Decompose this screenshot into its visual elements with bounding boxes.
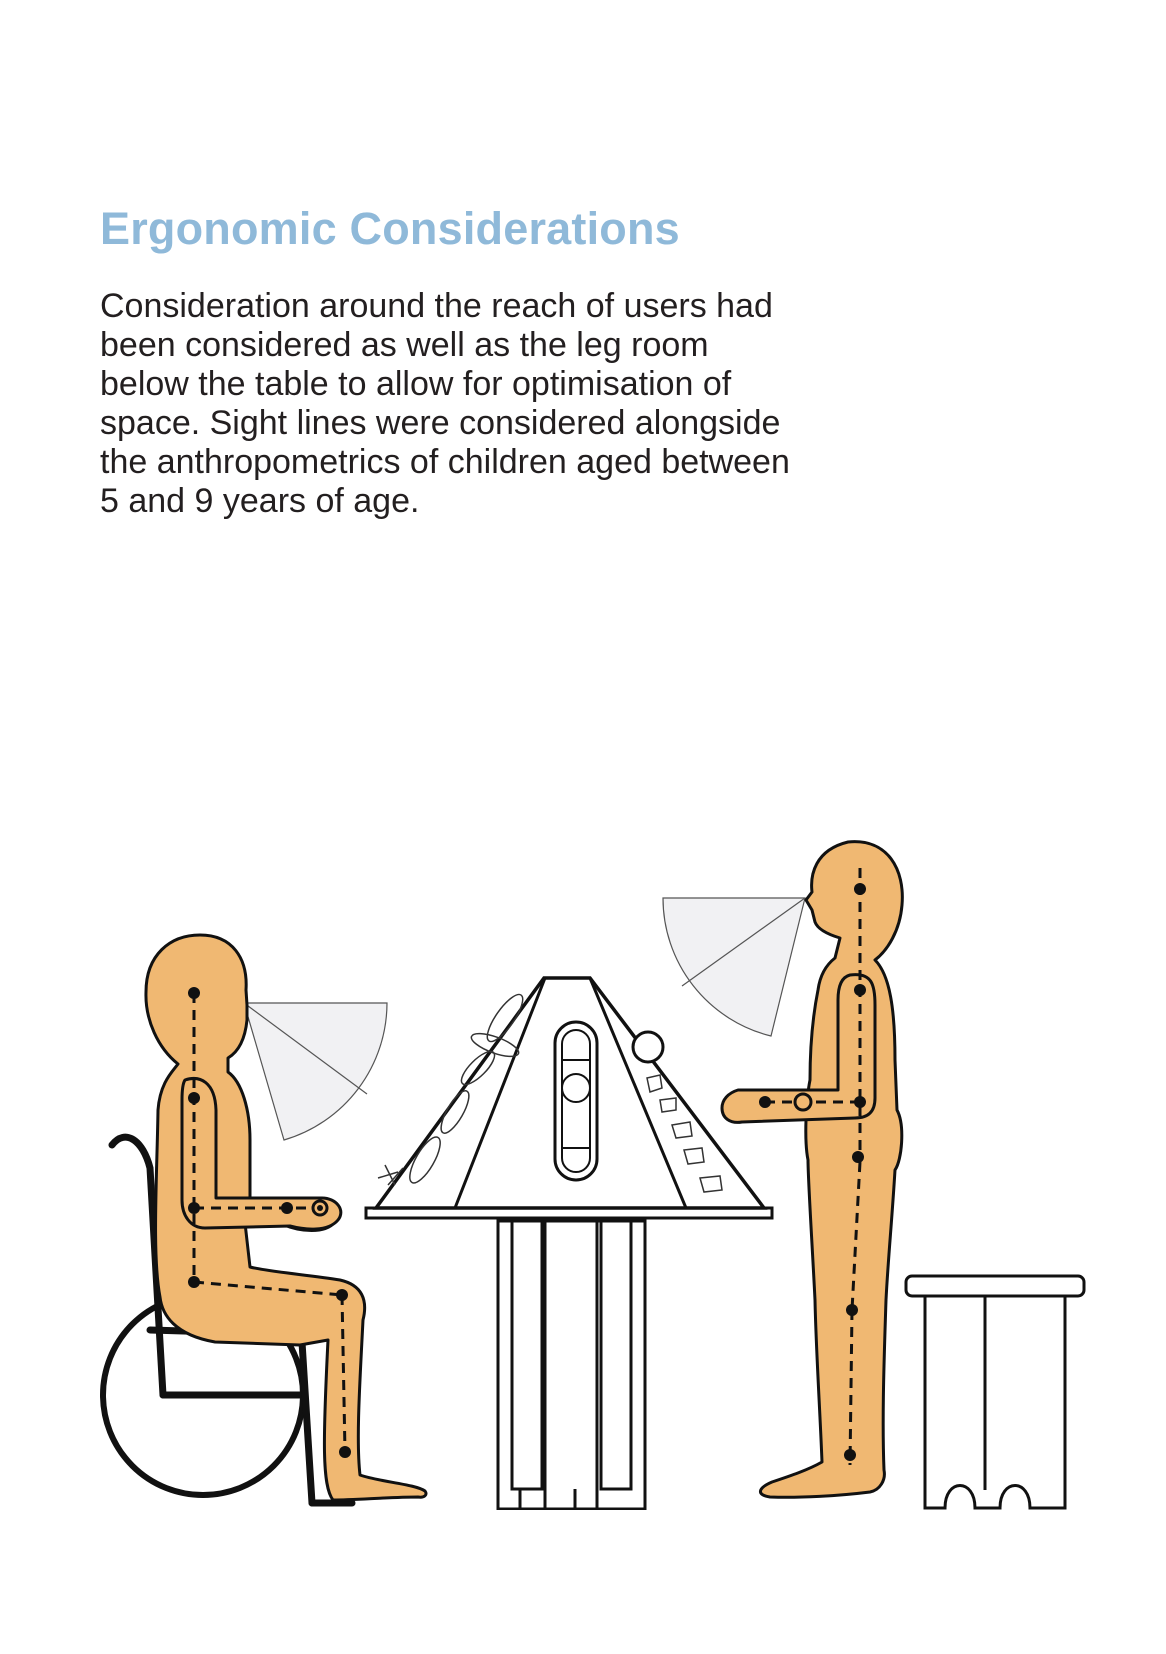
body-line: been considered as well as the leg room bbox=[100, 326, 709, 364]
body-paragraph bbox=[100, 287, 920, 521]
pyramid-ball bbox=[633, 1032, 663, 1062]
standing-sight-cone bbox=[663, 898, 805, 1036]
seated-sight-cone bbox=[244, 1003, 387, 1140]
page-title: Ergonomic Considerations bbox=[100, 203, 680, 254]
body-line: the anthropometrics of children aged between bbox=[100, 443, 790, 481]
body-line: space. Sight lines were considered alongside bbox=[100, 404, 781, 442]
ergonomics-illustration bbox=[0, 820, 1166, 1510]
body-line: 5 and 9 years of age. bbox=[100, 482, 420, 520]
stool bbox=[906, 1276, 1084, 1508]
stool-seat bbox=[906, 1276, 1084, 1296]
body-line: Consideration around the reach of users had bbox=[100, 287, 773, 325]
body-line: below the table to allow for optimisation of bbox=[100, 365, 732, 403]
stool-base bbox=[925, 1296, 1065, 1508]
activity-table bbox=[366, 978, 772, 1509]
standing-child-elbow-joint bbox=[795, 1094, 811, 1110]
